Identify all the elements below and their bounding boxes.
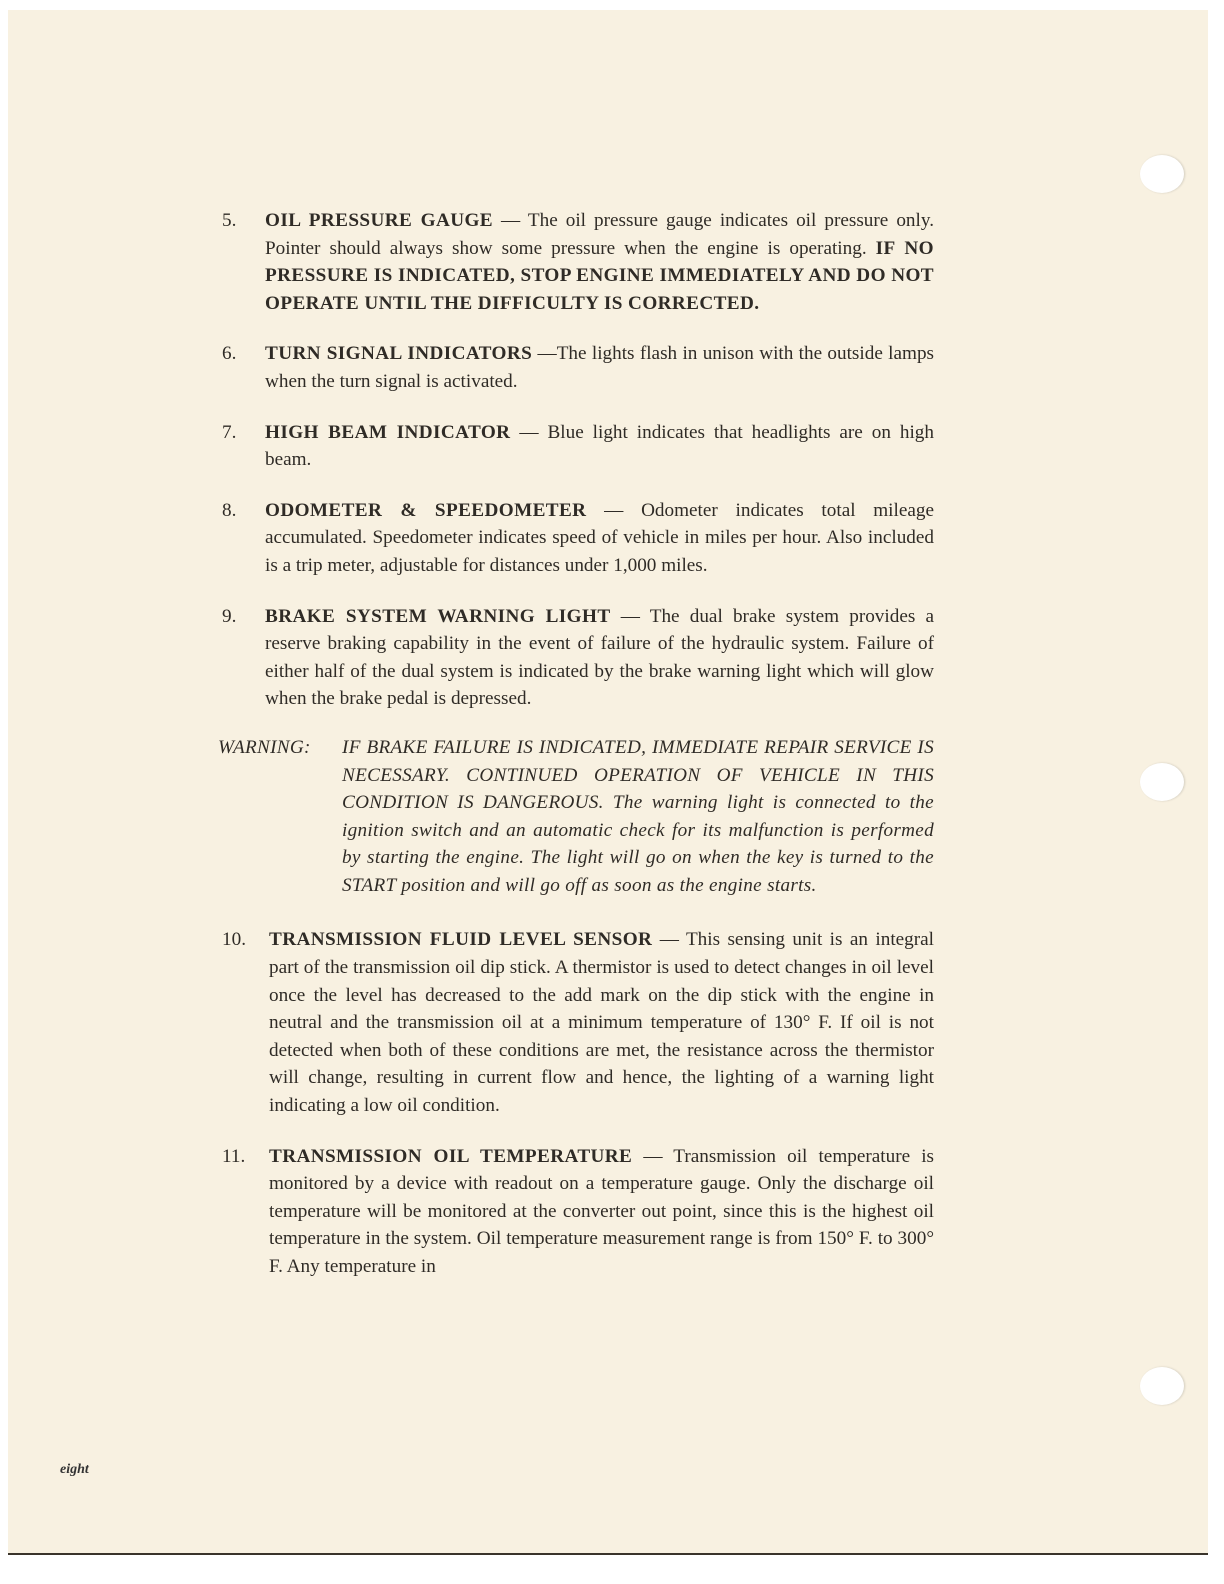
item-transmission-fluid-level-sensor bbox=[222, 926, 934, 1119]
page-number: eight bbox=[60, 1462, 89, 1477]
item-text: — This sensing unit is an integral part of the transmission oil dip stick. A thermistor is used to detect changes in oil level once the level has decreased to the add mark on the dip stick with the engine in neutral and the transmission oil at a minimum temperature of 130° F. If oil is not detected when both of these conditions are met, the resistance across the thermistor will change, resulting in current flow and hence, the lighting of a warning light indicating a low oil condition. bbox=[269, 929, 935, 1117]
item-text: — Odometer indicates total mileage accumulated. Speedometer indicates speed of vehicle in miles per hour. Also included is a trip meter, adjustable for distances under 1,000 miles. bbox=[265, 499, 934, 576]
item-number: 11. bbox=[222, 1145, 246, 1167]
manual-content bbox=[218, 207, 935, 1304]
item-text: — Blue light indicates that headlights are on high beam. bbox=[265, 421, 934, 471]
item-title: OIL PRESSURE GAUGE bbox=[265, 210, 493, 231]
item-turn-signal-indicators bbox=[222, 340, 934, 395]
item-title: BRAKE SYSTEM WARNING LIGHT bbox=[265, 605, 611, 627]
binder-hole-middle bbox=[1140, 763, 1184, 801]
item-number: 8. bbox=[222, 499, 237, 521]
item-text: —The lights flash in unison with the outside lamps when the turn signal is activated. bbox=[265, 343, 935, 392]
item-number: 10. bbox=[222, 929, 246, 951]
item-oil-pressure-gauge bbox=[222, 207, 934, 317]
item-text: — The oil pressure gauge indicates oil pressure only. Pointer should always show some pressure when the engine is operating. bbox=[265, 210, 934, 259]
item-title: TURN SIGNAL INDICATORS bbox=[265, 343, 533, 365]
item-emphasis: IF NO PRESSURE IS INDICATED, STOP ENGINE IMMEDIATELY AND DO NOT OPERATE UNTIL THE DIFFICULTY IS CORRECTED. bbox=[265, 237, 934, 314]
item-title: ODOMETER & SPEEDOMETER bbox=[265, 499, 587, 521]
item-title: TRANSMISSION OIL TEMPERATURE bbox=[269, 1145, 633, 1167]
item-text: — The dual brake system provides a reserve braking capability in the event of failure of the hydraulic system. Failure of either half of the dual system is indicated by the brake warning light which will glow when the brake pedal is depressed. bbox=[265, 605, 934, 710]
item-transmission-oil-temperature bbox=[222, 1143, 934, 1281]
brake-warning-note bbox=[218, 734, 934, 900]
item-number: 9. bbox=[222, 605, 237, 627]
item-number: 5. bbox=[222, 210, 237, 231]
item-title: TRANSMISSION FLUID LEVEL SENSOR bbox=[269, 929, 653, 951]
item-text: — Transmission oil temperature is monitored by a device with readout on a temperature gauge. Only the discharge oil temperature will be monitored at the converter out point, since this is the highest oil temperature in the system. Oil temperature measurement range is from 150° F. to 300° F. Any temperature in bbox=[269, 1145, 935, 1277]
item-number: 7. bbox=[222, 421, 237, 443]
item-brake-system-warning-light bbox=[222, 603, 934, 713]
item-odometer-speedometer bbox=[222, 497, 934, 580]
binder-hole-bottom bbox=[1140, 1367, 1184, 1405]
binder-hole-top bbox=[1140, 155, 1184, 193]
warning-label: WARNING: bbox=[218, 736, 311, 758]
item-number: 6. bbox=[222, 343, 237, 365]
item-title: HIGH BEAM INDICATOR bbox=[265, 421, 511, 443]
warning-text: IF BRAKE FAILURE IS INDICATED, IMMEDIATE REPAIR SERVICE IS NECESSARY. CONTINUED OPERATION OF VEHICLE IN THIS CONDITION IS DANGEROUS. The warning light is connected to the ignition switch and an automatic check for its malfunction is performed by starting the engine. The light will go on when the key is turned to the START position and will go off as soon as the engine starts. bbox=[342, 736, 934, 896]
item-high-beam-indicator bbox=[222, 419, 934, 474]
